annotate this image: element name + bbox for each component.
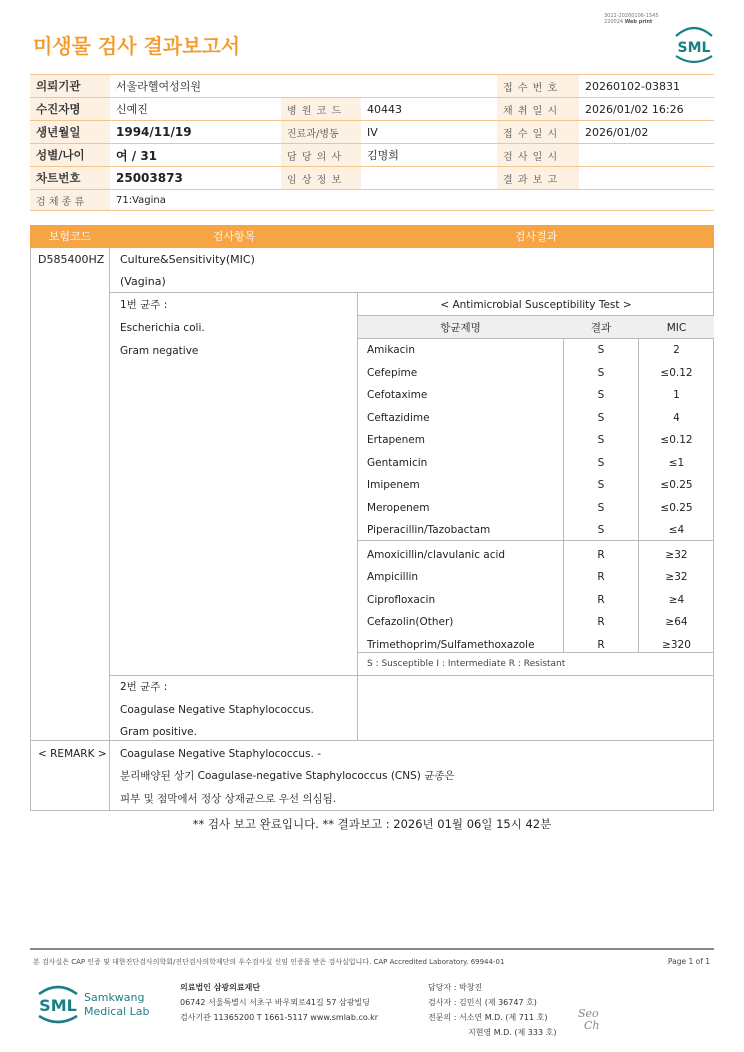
ast-title: < Antimicrobial Susceptibility Test > [440, 299, 632, 311]
ast-drug-result: R [597, 616, 605, 628]
label-doctor: 담 당 의 사 [281, 144, 361, 167]
value-reported-at [579, 167, 714, 190]
ast-drug-mic: ≤4 [668, 524, 685, 536]
strain1-name: Escherichia coli. [120, 322, 205, 334]
ast-drug-mic: ≤0.25 [660, 501, 693, 514]
value-tested-at [579, 144, 714, 167]
ast-legend: S : Susceptible I : Intermediate R : Resistant [367, 659, 566, 669]
divider [358, 652, 714, 653]
value-patient-name: 신예진 [110, 98, 281, 121]
header-test-item: 검사항목 [212, 230, 256, 243]
ast-drug-mic: 4 [673, 411, 680, 424]
ast-col-mic: MIC [666, 322, 687, 334]
staff-line: 검사자 : 김민식 (제 36747 호) [428, 998, 537, 1007]
print-code-line2: 220024 [604, 19, 624, 25]
test-specimen: (Vagina) [120, 275, 166, 288]
remark-line: Coagulase Negative Staphylococcus. - [120, 748, 322, 760]
divider [31, 740, 714, 741]
staff-line: 담당자 : 박창진 [428, 983, 483, 992]
label-chart-no: 차트번호 [30, 167, 110, 190]
label-requester: 의뢰기관 [30, 75, 110, 98]
info-row [30, 121, 714, 144]
staff-line: 전문의 : 서소연 M.D. (제 711 호) [428, 1013, 548, 1022]
ast-drug-mic: ≤0.12 [660, 366, 693, 379]
strain1-label: 1번 균주 : [120, 299, 168, 311]
ast-drug-result: R [597, 638, 605, 651]
divider [109, 292, 714, 293]
value-received-at: 2026/01/02 [579, 121, 714, 144]
ast-drug-name: Trimethoprim/Sulfamethoxazole [367, 638, 535, 651]
value-birthdate: 1994/11/19 [110, 121, 281, 144]
sml-logo-text: SML [677, 40, 711, 56]
ast-drug-mic: ≥64 [665, 616, 688, 628]
footer-divider [30, 948, 714, 950]
ast-drug-name: Amikacin [367, 344, 416, 356]
patient-info-table [30, 74, 714, 211]
label-received-at: 접 수 일 시 [497, 121, 579, 144]
results-header [30, 225, 714, 248]
label-accession-no: 접 수 번 호 [497, 75, 579, 98]
ast-drug-result: R [597, 593, 605, 606]
accreditation-note: 본 검사실은 CAP 인증 및 대한진단검사의학회/진단검사의학재단의 우수검사실 신임 인증을 받은 검사실입니다. CAP Accredited Laboratory. 69944-01 [33, 958, 505, 966]
ast-drug-name: Ciprofloxacin [367, 593, 436, 606]
ast-col-result: 결과 [590, 322, 612, 334]
divider [358, 540, 714, 541]
label-specimen: 검 체 종 류 [30, 190, 110, 211]
ast-drug-name: Ampicillin [367, 571, 419, 583]
ast-drug-mic: ≥4 [668, 593, 685, 606]
ast-drug-result: S [597, 344, 605, 356]
value-accession-no: 20260102-03831 [579, 75, 714, 98]
info-row [30, 144, 714, 167]
info-row [30, 98, 714, 121]
ast-drug-name: Amoxicillin/clavulanic acid [367, 548, 506, 561]
ast-drug-name: Cefepime [367, 366, 418, 379]
ast-drug-name: Piperacillin/Tazobactam [367, 524, 491, 536]
value-doctor: 김명희 [361, 144, 497, 167]
ast-drug-result: R [597, 571, 605, 583]
ast-drug-name: Gentamicin [367, 456, 428, 469]
label-hospital-code: 병 원 코 드 [281, 98, 361, 121]
ast-drug-mic: 2 [673, 344, 680, 356]
signature [578, 1008, 600, 1032]
label-reported-at: 결 과 보 고 [497, 167, 579, 190]
ast-drug-mic: ≤0.25 [660, 479, 693, 491]
ast-drug-name: Ceftazidime [367, 411, 430, 424]
ast-drug-name: Cefazolin(Other) [367, 616, 454, 628]
value-department: IV [361, 121, 497, 144]
value-specimen: 71:Vagina [110, 190, 714, 211]
strain2-name: Coagulase Negative Staphylococcus. [120, 704, 314, 716]
ast-drug-result: R [597, 548, 605, 561]
sml-logo-icon [670, 22, 718, 64]
strain2-label: 2번 균주 : [120, 681, 168, 693]
signature-line: Ch [584, 1019, 600, 1032]
ast-drug-mic: ≥32 [665, 571, 688, 583]
results-table [30, 225, 714, 811]
org-name: 의료법인 삼광의료재단 [180, 983, 261, 992]
value-requester: 서울라헬여성의원 [110, 75, 497, 98]
value-hospital-code: 40443 [361, 98, 497, 121]
samkwang-logo-icon [36, 980, 156, 1026]
signature-line: Seo [578, 1007, 599, 1020]
remark-label: < REMARK > [38, 748, 107, 760]
sml-text: SML [39, 996, 77, 1015]
value-clinical-info [361, 167, 497, 190]
test-name: Culture&Sensitivity(MIC) [120, 253, 255, 266]
ast-drug-result: S [597, 524, 605, 536]
header-test-result: 검사결과 [514, 230, 558, 243]
divider [109, 248, 110, 811]
info-row [30, 190, 714, 211]
info-row [30, 75, 714, 98]
divider [109, 675, 714, 676]
print-code [604, 13, 659, 25]
page-title: 미생물 검사 결과보고서 [33, 34, 241, 58]
org-contact: 검사기관 11365200 T 1661-5117 www.smlab.co.kr [180, 1013, 379, 1022]
logo-line1: Samkwang [84, 991, 145, 1004]
ast-drug-result: S [597, 501, 605, 514]
ast-drug-mic: 1 [673, 389, 680, 401]
ast-drug-mic: ≤0.12 [660, 434, 693, 446]
ast-drug-mic: ≥32 [665, 548, 688, 561]
ast-drug-name: Meropenem [367, 501, 430, 514]
value-sex-age: 여 / 31 [110, 144, 281, 167]
ast-drug-result: S [597, 389, 605, 401]
divider [358, 315, 714, 316]
ast-drug-name: Imipenem [367, 479, 420, 491]
info-row [30, 167, 714, 190]
web-print-label: Web print [624, 19, 653, 25]
ast-drug-result: S [597, 479, 605, 491]
label-tested-at: 검 사 일 시 [497, 144, 579, 167]
label-patient-name: 수진자명 [30, 98, 110, 121]
ast-col-drug: 항균제명 [440, 322, 481, 334]
staff-info [428, 980, 556, 1040]
organization-info [180, 980, 378, 1025]
staff-line: 지현영 M.D. (제 333 호) [468, 1028, 557, 1037]
print-code-line1: 3022-20260106-1545 [604, 13, 659, 19]
label-sex-age: 성별/나이 [30, 144, 110, 167]
value-collected-at: 2026/01/02 16:26 [579, 98, 714, 121]
label-clinical-info: 임 상 정 보 [281, 167, 361, 190]
ast-drug-result: S [597, 456, 605, 469]
ast-drug-mic: ≤1 [668, 456, 685, 469]
label-department: 진료과/병동 [281, 121, 361, 144]
page-number: Page 1 of 1 [667, 957, 710, 966]
strain2-gram: Gram positive. [120, 726, 197, 738]
header-insurance-code: 보험코드 [48, 230, 92, 243]
ast-drug-result: S [597, 411, 605, 424]
strain1-gram: Gram negative [120, 345, 199, 357]
label-collected-at: 채 취 일 시 [497, 98, 579, 121]
ast-drug-result: S [597, 366, 605, 379]
report-completion: ** 검사 보고 완료입니다. ** 결과보고 : 2026년 01월 06일 15시 42분 [192, 817, 552, 831]
remark-line: 피부 및 점막에서 정상 상재균으로 우선 의심됨. [120, 793, 337, 805]
value-chart-no: 25003873 [110, 167, 281, 190]
org-address: 06742 서울특별시 서초구 바우뫼로41길 57 삼광빌딩 [180, 998, 370, 1007]
insurance-code: D585400HZ [38, 253, 105, 266]
ast-drug-result: S [597, 434, 605, 446]
label-birthdate: 생년월일 [30, 121, 110, 144]
logo-line2: Medical Lab [84, 1005, 150, 1018]
divider [357, 293, 358, 740]
divider [358, 338, 714, 339]
ast-drug-name: Cefotaxime [367, 389, 428, 401]
ast-drug-name: Ertapenem [367, 434, 425, 446]
ast-drug-mic: ≥320 [662, 638, 691, 651]
remark-line: 분리배양된 상기 Coagulase-negative Staphylococcus (CNS) 균종은 [120, 770, 455, 782]
